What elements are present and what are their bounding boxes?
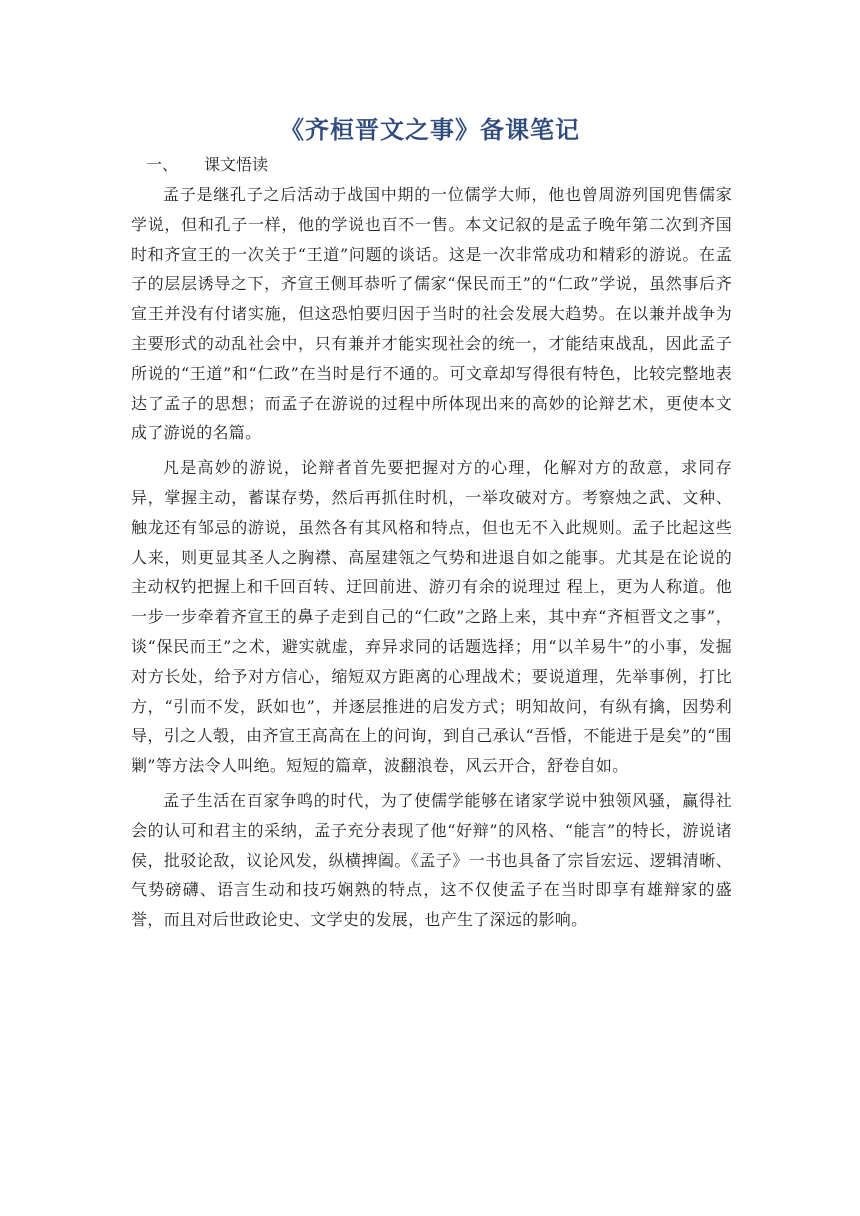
section-heading <box>146 154 268 176</box>
document-body <box>131 180 732 940</box>
paragraph: 孟子是继孔子之后活动于战国中期的一位儒学大师，他也曾周游列国兜售儒家学说，但和孔子一样，他的学说也百不一售。本文记叙的是孟子晚年第二次到齐国时和齐宣王的一次关于“王道”问题的谈话。这是一次非常成功和精彩的游说。在孟子的层层诱导之下，齐宣王侧耳恭听了儒家“保民而王”的“仁政”学说，虽然事后齐宣王并没有付诸实施，但这恐怕要归因于当时的社会发展大趋势。在以兼并战争为主要形式的动乱社会中，只有兼并才能实现社会的统一，才能结束战乱，因此孟子所说的“王道”和“仁政”在当时是行不通的。可文章却写得很有特色，比较完整地表达了孟子的思想；而孟子在游说的过程中所体现出来的高妙的论辩艺术，更使本文成了游说的名篇。 <box>131 185 732 443</box>
document-title: 《齐桓晋文之事》备课笔记 <box>280 115 580 144</box>
section-title: 课文悟读 <box>204 155 269 174</box>
paragraph: 凡是高妙的游说，论辩者首先要把握对方的心理，化解对方的敌意，求同存异，掌握主动，蓄谋存势，然后再抓住时机，一举攻破对方。考察烛之武、文种、触龙还有邹忌的游说，虽然各有其风格和特点，但也无不入此规则。孟子比起这些人来，则更显其圣人之胸襟、高屋建瓴之气势和进退自如之能事。尤其是在论说的主动权钓把握上和千回百转、迂回前进、游刃有余的说理过 程上，更为人称道。他一步一步牵着齐宣王的鼻子走到自己的“仁政”之路上来，其中弃“齐桓晋文之事”，谈“保民而王”之术，避实就虚，弃异求同的话题选择；用“以羊易牛”的小事，发掘对方长处，给予对方信心，缩短双方距离的心理战术；要说道理，先举事例，打比方，“引而不发，跃如也”，并逐层推进的启发方式；明知故问，有纵有擒，因势利导，引之人彀，由齐宣王高高在上的问询，到自己承认“吾惛，不能进于是矣”的“围剿”等方法令人叫绝。短短的篇章，波翻浪卷，风云开合，舒卷自如。 <box>131 458 732 776</box>
paragraph: 孟子生活在百家争鸣的时代，为了使儒学能够在诸家学说中独领风骚，赢得社会的认可和君主的采纳，孟子充分表现了他“好辩”的风格、“能言”的特长，游说诸侯，批驳论敌，议论风发，纵横捭阖。《孟子》一书也具备了宗旨宏远、逻辑清晰、气势磅礴、语言生动和技巧娴熟的特点，这不仅使孟子在当时即享有雄辩家的盛誉，而且对后世政论史、文学史的发展，也产生了深远的影响。 <box>131 790 732 930</box>
section-number: 一、 <box>146 155 179 174</box>
